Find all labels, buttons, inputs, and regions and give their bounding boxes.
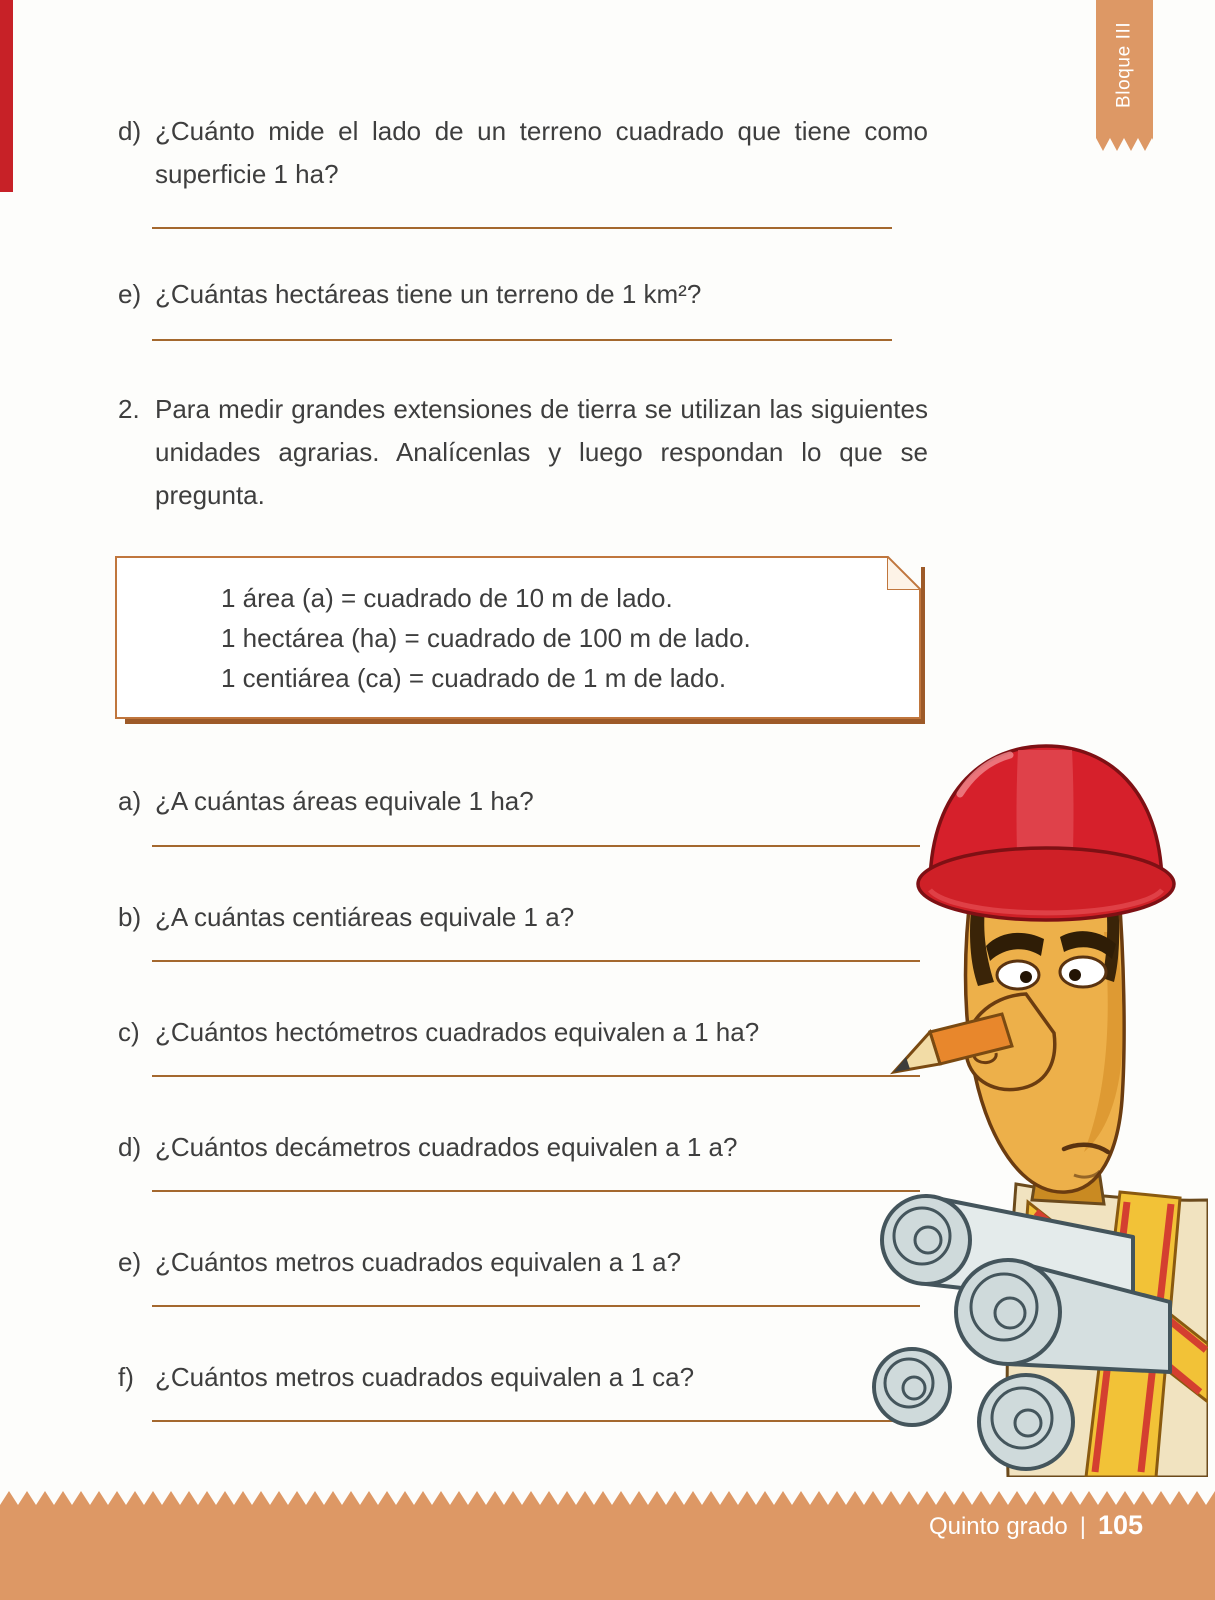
question-text: ¿Cuántos hectómetros cuadrados equivalen a 1 ha? — [155, 1017, 760, 1047]
units-note-content — [117, 558, 919, 698]
answer-line-f — [152, 1420, 920, 1422]
answer-line-d — [152, 1190, 920, 1192]
question-label: d) — [118, 1132, 142, 1162]
answer-line-e — [152, 1305, 920, 1307]
question-text: ¿A cuántas áreas equivale 1 ha? — [155, 786, 534, 816]
red-edge-strip — [0, 0, 13, 192]
question-d-top — [118, 110, 928, 196]
question-e-top — [118, 273, 928, 316]
note-line-hectarea: 1 hectárea (ha) = cuadrado de 100 m de lado. — [221, 623, 751, 653]
hard-hat-icon — [918, 746, 1174, 920]
question-text: ¿Cuántos metros cuadrados equivalen a 1 ca? — [155, 1362, 695, 1392]
footer-page-number: 105 — [1097, 1510, 1143, 1540]
question-text: ¿Cuántos metros cuadrados equivalen a 1 a? — [155, 1247, 682, 1277]
note-line-area: 1 área (a) = cuadrado de 10 m de lado. — [221, 583, 673, 613]
question-text: ¿A cuántas centiáreas equivale 1 a? — [155, 902, 575, 932]
units-note-box — [115, 556, 921, 719]
instruction-2 — [118, 388, 928, 517]
question-label: d) — [118, 116, 142, 146]
folded-corner-icon — [887, 556, 921, 590]
question-label: f) — [118, 1362, 134, 1392]
footer-zigzag-edge — [0, 1491, 1215, 1505]
question-text: ¿Cuántos decámetros cuadrados equivalen a 1 a? — [155, 1132, 738, 1162]
question-text: ¿Cuántas hectáreas tiene un terreno de 1 km²? — [155, 279, 702, 309]
question-d — [118, 1126, 928, 1169]
answer-line-e-top — [152, 339, 892, 341]
question-b — [118, 896, 928, 939]
instruction-text: Para medir grandes extensiones de tierra se utilizan las siguientes unidades agrarias. Analícenlas y luego respondan lo que se pregunta. — [155, 394, 928, 510]
question-label: b) — [118, 902, 142, 932]
footer-text — [929, 1510, 1143, 1541]
answer-line-c — [152, 1075, 920, 1077]
question-label: e) — [118, 279, 142, 309]
question-a — [118, 780, 928, 823]
question-label: a) — [118, 786, 142, 816]
instruction-number: 2. — [118, 394, 140, 424]
question-c — [118, 1011, 928, 1054]
question-e — [118, 1241, 928, 1284]
bloque-tab-zigzag-edge — [1096, 138, 1153, 152]
cartoon-character-illustration — [868, 732, 1208, 1477]
footer-divider: | — [1079, 1513, 1086, 1540]
question-label: c) — [118, 1017, 140, 1047]
bloque-tab — [1096, 0, 1153, 152]
answer-line-a — [152, 845, 920, 847]
question-label: e) — [118, 1247, 142, 1277]
question-text: ¿Cuánto mide el lado de un terreno cuadrado que tiene como superficie 1 ha? — [155, 116, 928, 189]
note-line-centiarea: 1 centiárea (ca) = cuadrado de 1 m de lado. — [221, 663, 727, 693]
answer-line-d-top — [152, 227, 892, 229]
footer-grade-label: Quinto grado — [928, 1513, 1068, 1540]
answer-line-b — [152, 960, 920, 962]
question-f — [118, 1356, 928, 1399]
bloque-label: Bloque III — [1113, 21, 1135, 109]
